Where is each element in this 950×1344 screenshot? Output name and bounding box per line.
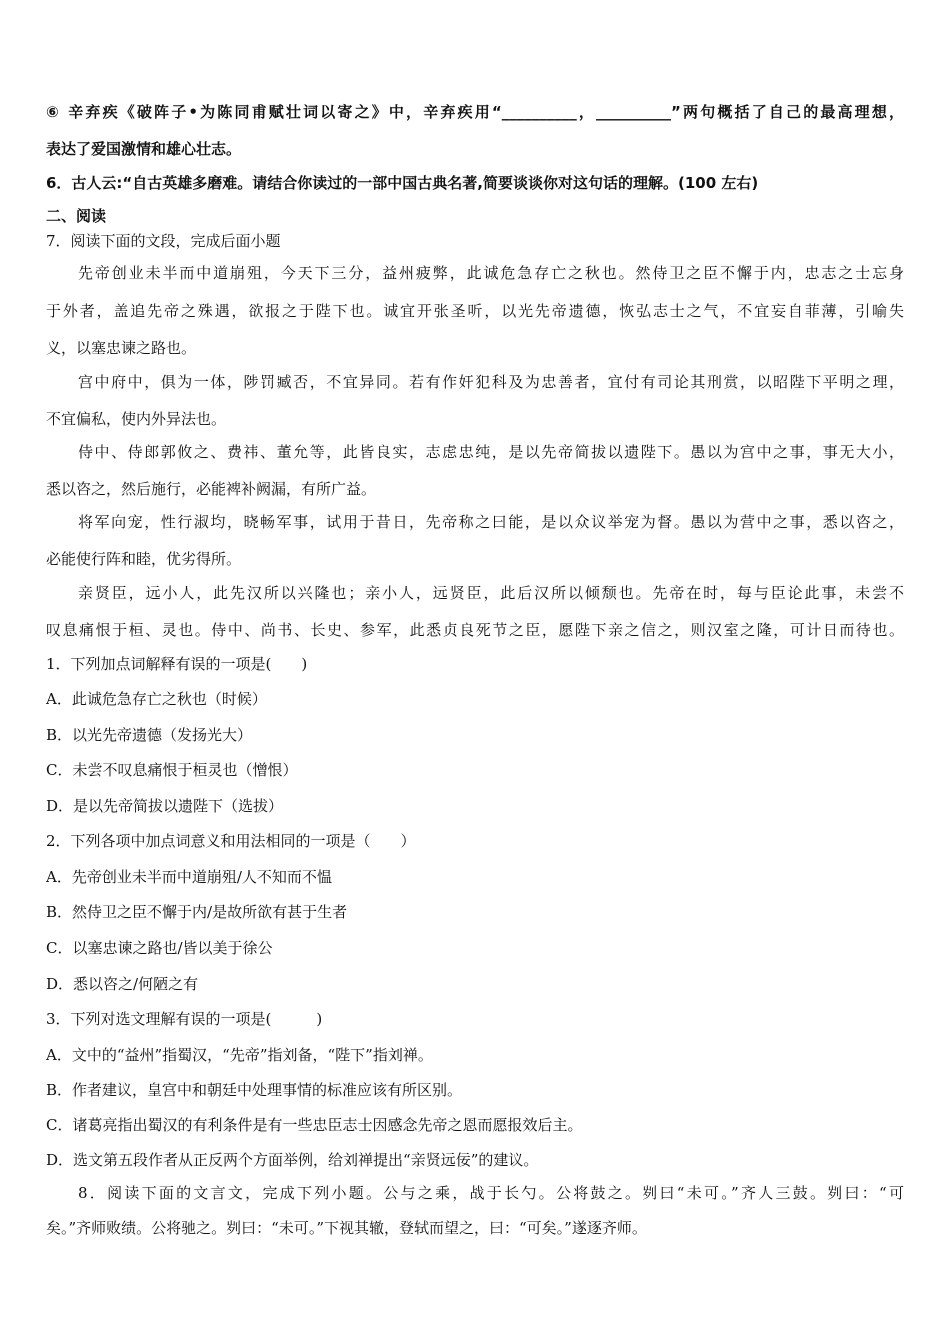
passage-line: 将军向宠，性行淑均，晓畅军事，试用于昔日，先帝称之曰能，是以众议举宠为督。愚以为营中之事，悉以咨之，: [78, 513, 904, 531]
passage-line: 悉以咨之，然后施行，必能裨补阙漏，有所广益。: [46, 480, 377, 498]
option-c: C．未尝不叹息痛恨于桓灵也（憎恨）: [46, 761, 298, 779]
passage-line: 于外者，盖追先帝之殊遇，欲报之于陛下也。诚宜开张圣听，以光先帝遗德，恢弘志士之气，不宜妄自菲薄，引喻失: [46, 302, 904, 320]
section-title-reading: 二、阅读: [46, 207, 107, 225]
option-d: D．是以先帝简拔以遗陛下（选拔）: [46, 797, 284, 815]
passage-line: 义，以塞忠谏之路也。: [46, 339, 197, 357]
question-8-line1: 8．阅读下面的文言文，完成下列小题。公与之乘，战于长勺。公将鼓之。刿曰“未可。”齐人三鼓。刿曰：“可: [78, 1184, 904, 1202]
option-b: B．以光先帝遗德（发扬光大）: [46, 726, 253, 744]
option-d: D．选文第五段作者从正反两个方面举例，给刘禅提出“亲贤远佞”的建议。: [46, 1151, 539, 1169]
passage-line: 侍中、侍郎郭攸之、费祎、董允等，此皆良实，志虑忠纯，是以先帝简拔以遗陛下。愚以为宫中之事，事无大小，: [78, 443, 904, 461]
option-a: A．此诚危急存亡之秋也（时候）: [46, 690, 267, 708]
passage-line: 不宜偏私，使内外异法也。: [46, 410, 227, 428]
option-b: B．然侍卫之臣不懈于内/是故所欲有甚于生者: [46, 903, 348, 921]
option-b: B．作者建议，皇宫中和朝廷中处理事情的标准应该有所区别。: [46, 1081, 463, 1099]
question-8-line2: 矣。”齐师败绩。公将驰之。刿曰：“未可。”下视其辙，登轼而望之，曰：“可矣。”遂逐齐师。: [46, 1219, 647, 1237]
question-stem: 3．下列对选文理解有误的一项是( ): [46, 1010, 323, 1028]
question-stem: 1．下列加点词解释有误的一项是( ): [46, 655, 308, 673]
q5-item6-line1: ⑥ 辛弃疾《破阵子•为陈同甫赋壮词以寄之》中，辛弃疾用“__________，__________”两句概括了自己的最高理想，: [46, 103, 904, 121]
passage-line: 亲贤臣，远小人，此先汉所以兴隆也；亲小人，远贤臣，此后汉所以倾颓也。先帝在时，每与臣论此事，未尝不: [78, 584, 904, 602]
option-a: A．先帝创业未半而中道崩殂/人不知而不愠: [46, 868, 332, 886]
q5-item6-line2: 表达了爱国激情和雄心壮志。: [46, 140, 242, 158]
question-stem: 2．下列各项中加点词意义和用法相同的一项是（ ）: [46, 832, 416, 850]
option-a: A．文中的“益州”指蜀汉，“先帝”指刘备，“陛下”指刘禅。: [46, 1046, 433, 1064]
option-d: D．悉以咨之/何陋之有: [46, 975, 199, 993]
option-c: C．以塞忠谏之路也/皆以美于徐公: [46, 939, 273, 957]
passage-line: 叹息痛恨于桓、灵也。侍中、尚书、长史、参军，此悉贞良死节之臣，愿陛下亲之信之，则汉室之隆，可计日而待也。: [46, 621, 904, 639]
question-6: 6．古人云:“自古英雄多磨难。请结合你读过的一部中国古典名著,简要谈谈你对这句话的理解。(100 左右): [46, 174, 759, 192]
passage-line: 必能使行阵和睦，优劣得所。: [46, 550, 242, 568]
passage-line: 先帝创业未半而中道崩殂，今天下三分，益州疲弊，此诚危急存亡之秋也。然侍卫之臣不懈于内，忠志之士忘身: [78, 264, 904, 282]
option-c: C．诸葛亮指出蜀汉的有利条件是有一些忠臣志士因感念先帝之恩而愿报效后主。: [46, 1116, 583, 1134]
passage-line: 宫中府中，俱为一体，陟罚臧否，不宜异同。若有作奸犯科及为忠善者，宜付有司论其刑赏，以昭陛下平明之理，: [78, 373, 904, 391]
question-7-prompt: 7．阅读下面的文段，完成后面小题: [46, 232, 281, 250]
